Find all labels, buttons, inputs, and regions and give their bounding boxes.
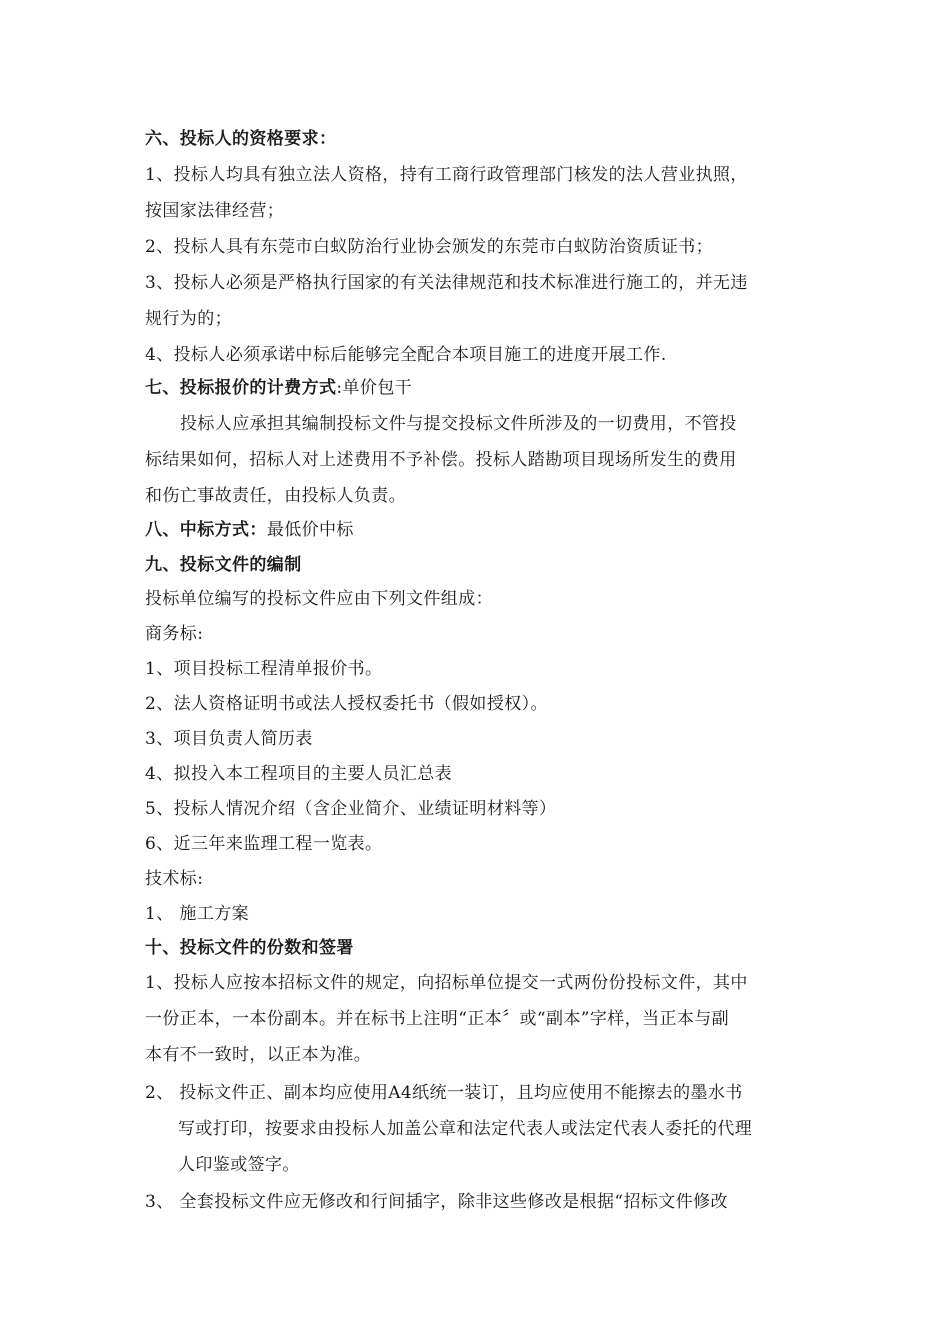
paragraph-line: 1、投标人应按本招标文件的规定，向招标单位提交一式两份份投标文件，其中 (145, 973, 748, 993)
paragraph-line: 3、投标人必须是严格执行国家的有关法律规范和技术标准进行施工的，并无违 (145, 273, 748, 293)
paragraph-line: 规行为的； (145, 309, 232, 329)
list-item: 4、拟投入本工程项目的主要人员汇总表 (145, 764, 453, 784)
paragraph-line: 2、投标人具有东莞市白蚁防治行业协会颁发的东莞市白蚁防治资质证书； (145, 237, 714, 257)
list-item: 2、 投标文件正、副本均应使用A4纸统一装订，且均应使用不能擦去的墨水书 (145, 1083, 743, 1103)
list-item: 3、 全套投标文件应无修改和行间插字，除非这些修改是根据“招标文件修改 (145, 1192, 728, 1212)
section-6-heading: 六、投标人的资格要求： (145, 129, 337, 149)
list-item: 3、项目负责人简历表 (145, 729, 313, 749)
section-7-heading: 七、投标报价的计费方式 (145, 378, 337, 398)
section-10-heading: 十、投标文件的份数和签署 (145, 938, 354, 958)
section-8-heading: 八、中标方式： (145, 520, 267, 540)
paragraph-line: 写或打印，按要求由投标人加盖公章和法定代表人或法定代表人委托的代理 (178, 1119, 753, 1139)
paragraph-line: 投标单位编写的投标文件应由下列文件组成： (145, 589, 493, 609)
list-item: 1、项目投标工程清单报价书。 (145, 659, 383, 679)
paragraph-line: 一份正本，一本份副本。并在标书上注明“正本〞或“副本”字样，当正本与副 (145, 1009, 730, 1029)
section-8-line (145, 519, 810, 541)
section-7-value: :单价包干 (336, 378, 413, 398)
paragraph-line: 人印鉴或签字。 (178, 1155, 300, 1175)
section-8-value: 最低价中标 (266, 520, 354, 540)
list-item: 2、法人资格证明书或法人授权委托书（假如授权）。 (145, 694, 548, 714)
paragraph-line: 投标人应承担其编制投标文件与提交投标文件所涉及的一切费用，不管投 (180, 414, 737, 434)
paragraph-line: 和伤亡事故责任，由投标人负责。 (145, 486, 406, 506)
paragraph-line: 本有不一致时，以正本为准。 (145, 1045, 372, 1065)
paragraph-line: 1、投标人均具有独立法人资格，持有工商行政管理部门核发的法人营业执照， (145, 165, 748, 185)
paragraph-line: 4、投标人必须承诺中标后能够完全配合本项目施工的进度开展工作. (145, 345, 667, 365)
list-item: 1、 施工方案 (145, 904, 250, 924)
paragraph-line: 商务标: (145, 624, 204, 644)
paragraph-line: 技术标: (145, 869, 204, 889)
paragraph-line: 标结果如何，招标人对上述费用不予补偿。投标人踏勘项目现场所发生的费用 (145, 450, 737, 470)
paragraph-line: 按国家法律经营； (145, 201, 285, 221)
list-item: 6、近三年来监理工程一览表。 (145, 834, 383, 854)
section-7-line (145, 377, 810, 399)
section-9-heading: 九、投标文件的编制 (145, 555, 302, 575)
list-item: 5、投标人情况介绍（含企业简介、业绩证明材料等） (145, 799, 557, 819)
